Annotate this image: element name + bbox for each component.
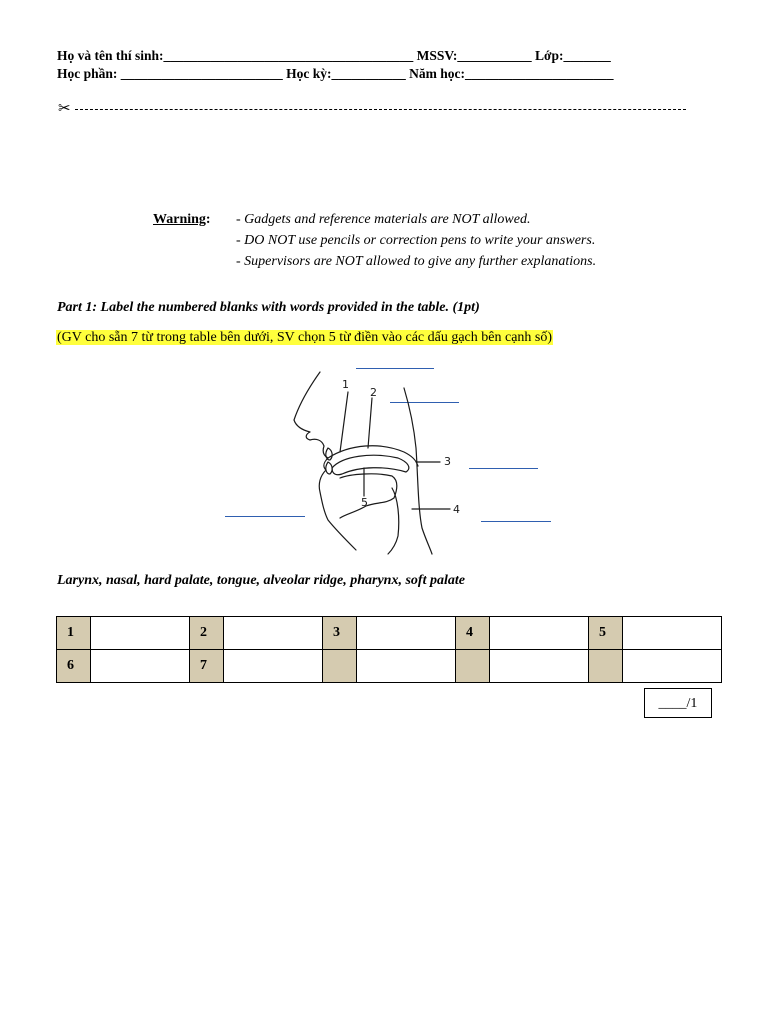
table-number-4: 4 — [456, 617, 490, 650]
word-bank: Larynx, nasal, hard palate, tongue, alveolar ridge, pharynx, soft palate — [57, 573, 465, 588]
warning-item-1: - Gadgets and reference materials are NOT allowed. — [236, 212, 531, 227]
part1-note — [56, 328, 553, 346]
table-answer-cell-7[interactable] — [224, 650, 323, 683]
table-empty-cell — [357, 650, 456, 683]
table-answer-cell-2[interactable] — [224, 617, 323, 650]
diagram-label-4: 4 — [453, 503, 460, 516]
tongue-outline — [332, 455, 409, 475]
cut-line — [58, 101, 686, 117]
answer-table — [56, 616, 722, 683]
name-field[interactable]: _____________________________________ — [163, 48, 414, 63]
warning-item-2: - DO NOT use pencils or correction pens to write your answers. — [236, 233, 596, 248]
diagram-label-5: 5 — [361, 496, 368, 509]
table-row — [57, 617, 722, 650]
lop-field[interactable]: _______ — [563, 48, 611, 63]
mssv-label: MSSV: — [416, 48, 458, 63]
warning-heading — [153, 212, 211, 228]
table-answer-cell-6[interactable] — [91, 650, 190, 683]
warning-item-3: - Supervisors are NOT allowed to give any further explanations. — [236, 254, 597, 269]
leader-line-1 — [340, 392, 348, 452]
table-answer-cell-5[interactable] — [623, 617, 722, 650]
pharynx-wall-outline — [404, 388, 432, 554]
lower-teeth-outline — [326, 462, 332, 474]
table-empty-cell — [623, 650, 722, 683]
vocal-tract-diagram — [280, 368, 480, 558]
table-number-3: 3 — [323, 617, 357, 650]
diagram-label-3: 3 — [444, 455, 451, 468]
lop-label: Lớp: — [535, 48, 564, 63]
nasal-floor-outline — [328, 446, 418, 466]
upper-teeth-outline — [326, 448, 332, 460]
table-shaded-cell — [323, 650, 357, 683]
table-number-1: 1 — [57, 617, 91, 650]
diagram-label-2: 2 — [370, 386, 377, 399]
part1-note-highlight: (GV cho sẵn 7 từ trong table bên dưới, SV chọn 5 từ điền vào các dấu gạch bên cạnh số) — [57, 330, 553, 345]
score-box[interactable]: ____/1 — [644, 688, 712, 718]
namhoc-field[interactable]: ______________________ — [465, 66, 614, 81]
leader-line-2 — [368, 398, 372, 448]
table-number-5: 5 — [589, 617, 623, 650]
answer-blank-4[interactable] — [481, 521, 551, 522]
table-shaded-cell — [456, 650, 490, 683]
hocky-field[interactable]: ___________ — [331, 66, 406, 81]
table-number-7: 7 — [190, 650, 224, 683]
dashed-divider — [75, 109, 686, 110]
table-shaded-cell — [589, 650, 623, 683]
header-line-2 — [57, 66, 614, 82]
diagram-label-1: 1 — [342, 378, 349, 391]
tongue-body-outline — [340, 474, 397, 518]
part1-title: Part 1: Label the numbered blanks with words provided in the table. (1pt) — [57, 300, 480, 315]
namhoc-label: Năm học: — [409, 66, 466, 81]
hocky-label: Học kỳ: — [286, 66, 332, 81]
table-answer-cell-4[interactable] — [490, 617, 589, 650]
hocphan-label: Học phần: — [57, 66, 118, 81]
mssv-field[interactable]: ___________ — [457, 48, 532, 63]
name-label: Họ và tên thí sinh: — [57, 48, 164, 63]
warning-label: Warning — [153, 212, 206, 227]
header-line-1 — [57, 48, 611, 64]
scissors-icon: ✂ — [58, 101, 71, 117]
table-number-6: 6 — [57, 650, 91, 683]
table-row — [57, 650, 722, 683]
warning-colon: : — [205, 212, 211, 227]
hocphan-field[interactable]: ________________________ — [120, 66, 283, 81]
table-number-2: 2 — [190, 617, 224, 650]
table-answer-cell-3[interactable] — [357, 617, 456, 650]
table-answer-cell-1[interactable] — [91, 617, 190, 650]
table-empty-cell — [490, 650, 589, 683]
